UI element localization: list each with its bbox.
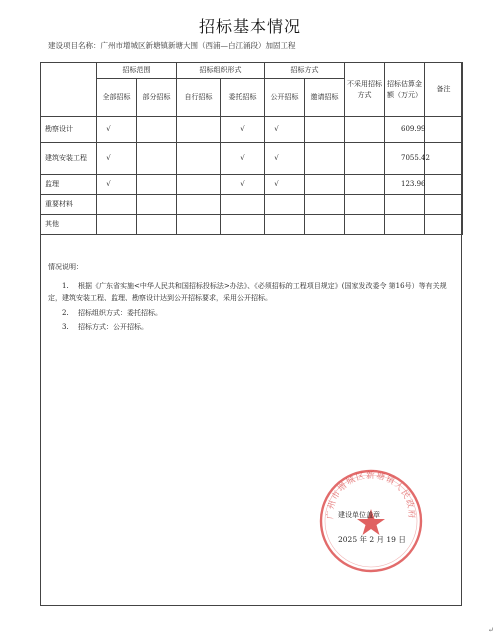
header-scope: 招标范围 — [97, 63, 177, 79]
row-name: 监理 — [41, 175, 97, 195]
row-name: 重要材料 — [41, 195, 97, 215]
header-method: 招标方式 — [265, 63, 345, 79]
cell-entrust — [221, 195, 265, 215]
notes-heading: 情况说明： — [48, 263, 83, 271]
header-self: 自行招标 — [177, 79, 221, 117]
bidding-table — [40, 62, 463, 235]
cell-self — [177, 195, 221, 215]
note-item — [48, 280, 452, 305]
cell-entrust: √ — [221, 175, 265, 195]
cell-invite — [305, 143, 345, 175]
cell-partial — [137, 117, 177, 143]
row-name: 勘察设计 — [41, 117, 97, 143]
cell-open: √ — [265, 117, 305, 143]
cell-no-bid — [345, 117, 385, 143]
seal-label: 建设单位盖章 — [338, 511, 380, 519]
project-name-line: 建设项目名称：广州市增城区新塘镇新塘大围（西浦—白江涌段）加固工程 — [48, 41, 296, 50]
cell-remark — [425, 175, 463, 195]
header-estimate: 招标估算金额（万元） — [385, 63, 425, 117]
cell-full — [97, 215, 137, 235]
cell-entrust: √ — [221, 143, 265, 175]
cell-partial — [137, 175, 177, 195]
cell-self — [177, 117, 221, 143]
cell-open: √ — [265, 175, 305, 195]
row-name: 其他 — [41, 215, 97, 235]
official-seal-stamp — [318, 468, 424, 574]
note-item — [48, 307, 452, 319]
header-partial: 部分招标 — [137, 79, 177, 117]
cell-amount: 609.99 — [385, 117, 425, 143]
cell-full: √ — [97, 117, 137, 143]
cell-amount: 7055.42 — [385, 143, 425, 175]
cell-full: √ — [97, 175, 137, 195]
cell-remark — [425, 117, 463, 143]
header-no-bid: 不采用招标方式 — [345, 63, 385, 117]
table-row — [41, 175, 463, 195]
header-blank — [41, 63, 97, 117]
note-text: 根据《广东省实施<中华人民共和国招标投标法>办法》、《必须招标的工程项目规定》(国家发改委令 第16号）等有关规定，建筑安装工程、监理、勘察设计达到公开招标要求，采用公开招标。 — [48, 282, 447, 303]
row-name: 建筑安装工程 — [41, 143, 97, 175]
cell-no-bid — [345, 175, 385, 195]
seal-arc-text: 广州市增城区新塘镇人民政府 — [325, 470, 417, 520]
cell-amount — [385, 215, 425, 235]
cell-invite — [305, 215, 345, 235]
table-row — [41, 215, 463, 235]
note-text: 招标方式：公开招标。 — [78, 322, 148, 331]
table-row — [41, 195, 463, 215]
page-title: 招标基本情况 — [198, 17, 301, 36]
header-full: 全部招标 — [97, 79, 137, 117]
cell-partial — [137, 195, 177, 215]
cell-entrust — [221, 215, 265, 235]
cell-open: √ — [265, 143, 305, 175]
cell-no-bid — [345, 195, 385, 215]
cell-partial — [137, 143, 177, 175]
cell-self — [177, 143, 221, 175]
cell-open — [265, 195, 305, 215]
cell-entrust: √ — [221, 117, 265, 143]
header-invite: 邀请招标 — [305, 79, 345, 117]
header-entrust: 委托招标 — [221, 79, 265, 117]
note-number: 1. — [62, 282, 69, 290]
cell-remark — [425, 195, 463, 215]
paragraph-mark-icon: ↵ — [488, 626, 494, 634]
table-row — [41, 117, 463, 143]
cell-remark — [425, 143, 463, 175]
header-org-form: 招标组织形式 — [177, 63, 265, 79]
cell-full: √ — [97, 143, 137, 175]
cell-partial — [137, 215, 177, 235]
header-remark: 备注 — [425, 63, 463, 117]
table-row — [41, 143, 463, 175]
cell-self — [177, 175, 221, 195]
cell-invite — [305, 117, 345, 143]
notes-section — [48, 262, 452, 335]
cell-amount: 123.96 — [385, 175, 425, 195]
note-number: 3. — [62, 322, 69, 331]
cell-invite — [305, 195, 345, 215]
note-item — [48, 321, 452, 333]
sign-date: 2025 年 2 月 19 日 — [338, 535, 406, 544]
header-open: 公开招标 — [265, 79, 305, 117]
cell-remark — [425, 215, 463, 235]
cell-self — [177, 215, 221, 235]
note-text: 招标组织方式：委托招标。 — [78, 308, 162, 317]
cell-no-bid — [345, 215, 385, 235]
cell-open — [265, 215, 305, 235]
cell-full — [97, 195, 137, 215]
cell-invite — [305, 175, 345, 195]
cell-no-bid — [345, 143, 385, 175]
cell-amount — [385, 195, 425, 215]
note-number: 2. — [62, 308, 69, 317]
